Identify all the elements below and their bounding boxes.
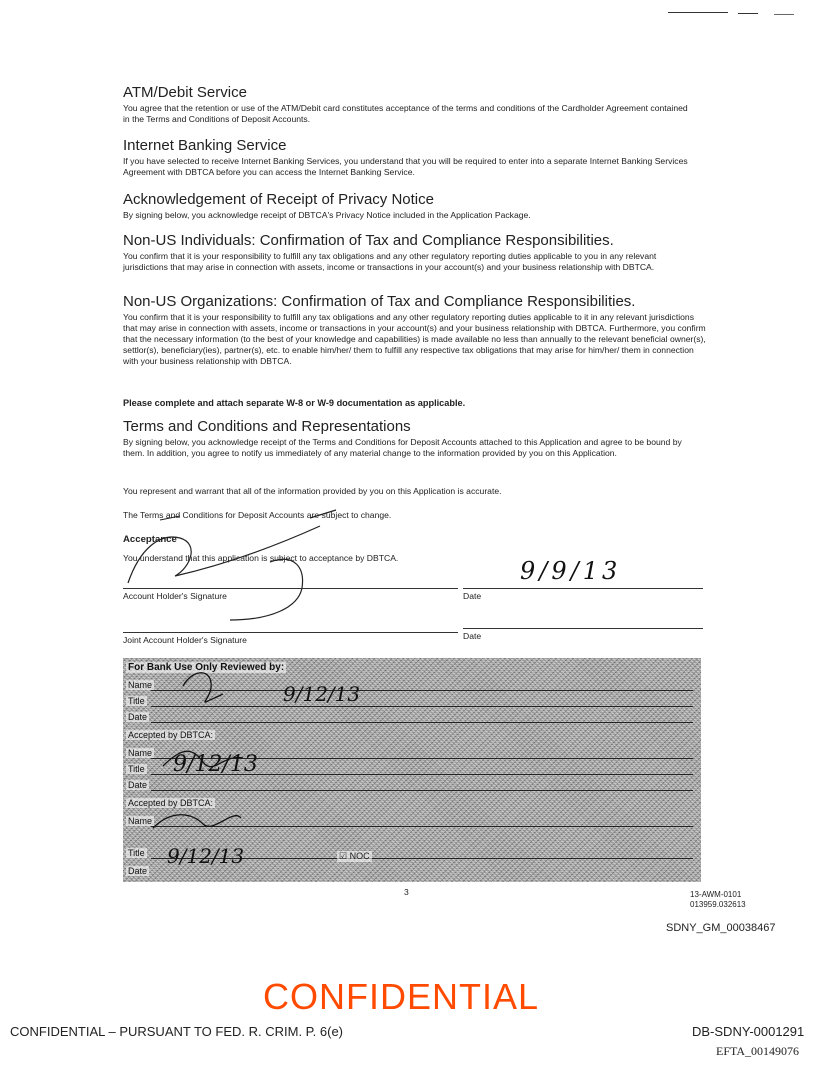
scan-mark <box>774 14 794 15</box>
acceptor1-handwritten-date: 9/12/13 <box>173 752 258 777</box>
nonus-organizations-body: You confirm that it is your responsibility to fulfill any tax obligations and any other regulatory reporting duties applicable to it in any relevant jurisdictions that may arise in connection with assets, income or transactions in your account(s) and your business relationship with DBTCA. Furthermore, you confirm that the necessary information (to the best of your knowledge and capabilities) is made available no less than annually to the relevant beneficial owner(s), settlor(s), beneficiary(ies), partner(s), etc. to enable him/her/ them to fulfill any respective tax obligations that may arise for him/her/ them in connection with your business relationship with DBTCA. <box>123 312 706 366</box>
internet-body: If you have selected to receive Internet Banking Services, you understand that you will be required to enter into a separate Internet Banking Services Agreement with DBTCA before you can access the Internet Banking Service. <box>123 156 688 177</box>
acceptor2-title-label: Title <box>128 848 145 858</box>
joint-date-line <box>463 628 703 629</box>
account-holder-signature <box>120 498 380 628</box>
terms-body: By signing below, you acknowledge receipt of the Terms and Conditions for Deposit Accounts attached to this Application and agree to be bound by them. In addition, you agree to notify us immediately of any material change to the information provided by you on this Application. <box>123 437 682 458</box>
acceptor1-date-label: Date <box>128 780 148 790</box>
internet-heading: Internet Banking Service <box>123 137 287 154</box>
nonus-organizations-heading: Non-US Organizations: Confirmation of Tax and Compliance Responsibilities. <box>123 293 636 310</box>
represent-warrant-text: You represent and warrant that all of the information provided by you on this Application is accurate. <box>123 486 502 496</box>
nonus-individuals-heading: Non-US Individuals: Confirmation of Tax and Compliance Responsibilities. <box>123 232 614 249</box>
acceptor1-title-label: Title <box>128 764 145 774</box>
acceptor2-date-label: Date <box>128 866 148 876</box>
form-code: 13-AWM-0101 <box>690 890 742 899</box>
bank-use-header: For Bank Use Only Reviewed by: <box>128 662 285 673</box>
accepted-by-label-1: Accepted by DBTCA: <box>128 730 214 740</box>
terms-heading: Terms and Conditions and Representations <box>123 418 411 435</box>
w8-w9-note: Please complete and attach separate W-8 or W-9 documentation as applicable. <box>123 398 466 408</box>
joint-signature-line <box>123 632 458 633</box>
reviewer-date-label: Date <box>128 712 148 722</box>
atm-body: You agree that the retention or use of the ATM/Debit card constitutes acceptance of the terms and conditions of the Cardholder Agreement contained in the Terms and Conditions of Deposit Accounts. <box>123 103 688 124</box>
acceptor2-handwritten-date: 9/12/13 <box>167 844 245 868</box>
atm-heading: ATM/Debit Service <box>123 84 247 101</box>
bates-number-1: SDNY_GM_00038467 <box>666 922 776 934</box>
acceptor2-name-label: Name <box>128 816 153 826</box>
nonus-individuals-body: You confirm that it is your responsibility to fulfill any tax obligations and any other regulatory reporting duties applicable to you in any relevant jurisdictions that may arise in connection with assets, income or transactions in your account(s) and your business relationship with DBTCA. <box>123 251 657 272</box>
checked-box-icon: ☑ <box>339 851 348 861</box>
holder-signature-line <box>123 588 458 589</box>
terms-subject-to-change: The Terms and Conditions for Deposit Accounts are subject to change. <box>123 510 392 520</box>
scan-mark <box>668 12 728 13</box>
reviewer-title-label: Title <box>128 696 145 706</box>
form-code-2: 013959.032613 <box>690 900 746 909</box>
confidential-watermark: CONFIDENTIAL <box>263 976 540 1017</box>
acceptance-heading: Acceptance <box>123 534 177 545</box>
privacy-heading: Acknowledgement of Receipt of Privacy Notice <box>123 191 434 208</box>
noc-label: NOC <box>349 851 370 861</box>
scan-mark <box>738 13 758 14</box>
bates-number-2: DB-SDNY-0001291 <box>692 1024 805 1039</box>
bank-use-only-box <box>123 658 701 882</box>
reviewer-name-label: Name <box>128 680 153 690</box>
joint-signature-label: Joint Account Holder's Signature <box>123 635 247 645</box>
joint-date-label: Date <box>463 631 482 641</box>
bank-signatures <box>123 658 701 882</box>
acceptor1-name-label: Name <box>128 748 153 758</box>
reviewer-handwritten-date: 9/12/13 <box>283 682 361 706</box>
accepted-by-label-2: Accepted by DBTCA: <box>128 798 214 808</box>
legal-confidential-note: CONFIDENTIAL – PURSUANT TO FED. R. CRIM. P. 6(e) <box>10 1024 344 1039</box>
holder-date-line <box>463 588 703 589</box>
holder-signature-date: 9/9/13 <box>520 557 622 585</box>
holder-signature-label: Account Holder's Signature <box>123 591 227 601</box>
privacy-body: By signing below, you acknowledge receipt of DBTCA's Privacy Notice included in the Application Package. <box>123 210 531 220</box>
acceptance-body: You understand that this application is subject to acceptance by DBTCA. <box>123 553 399 563</box>
holder-date-label: Date <box>463 591 482 601</box>
efta-number: EFTA_00149076 <box>716 1044 800 1058</box>
page-number: 3 <box>404 887 409 897</box>
